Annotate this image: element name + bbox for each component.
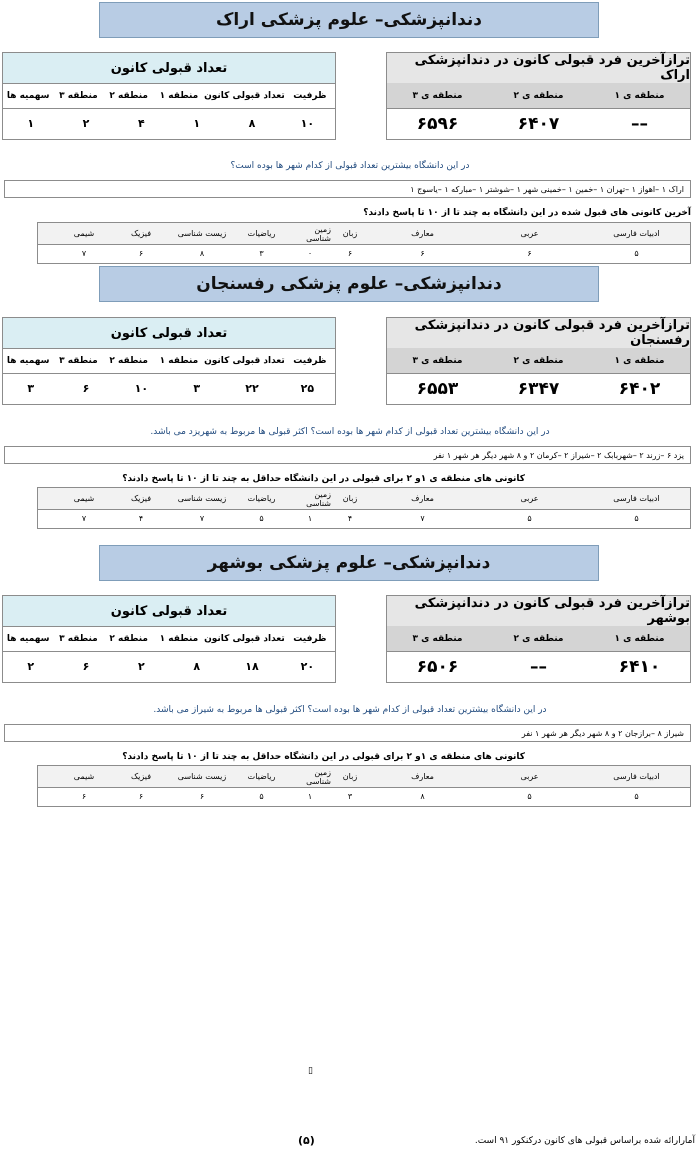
col-region-3: منطقه ۳ xyxy=(59,90,98,101)
admissions-count-header: تعداد قبولی کانون xyxy=(3,53,335,84)
score-col-region-1: منطقه ی ۱ xyxy=(614,633,665,644)
cities-list: اراک ۱ –اهواز ۱ –تهران ۱ –خمین ۱ –خمینی شهر ۱ –شوشتر ۱ –مبارکه ۱ –یاسوج ۱ xyxy=(4,180,691,198)
subject-biology: زیست شناسی xyxy=(177,494,227,503)
footer-note: آمارارائه شده براساس قبولی های کانون درکنکور ۹۱ است. xyxy=(474,1136,695,1146)
subject-persian: ادبیات فارسی xyxy=(613,772,660,781)
subject-question: آخرین کانونی های قبول شده در این دانشگاه به چند تا از ۱۰ تا پاسخ دادند؟ xyxy=(363,208,691,218)
subject-val-religion: ۸ xyxy=(420,792,425,801)
admissions-count-header: تعداد قبولی کانون xyxy=(3,318,335,349)
col-kanoon-admits: تعداد قبولی کانون xyxy=(204,633,285,644)
score-col-region-1: منطقه ی ۱ xyxy=(614,355,665,366)
col-region-1: منطقه ۱ xyxy=(159,355,199,366)
col-capacity: ظرفیت xyxy=(293,90,327,101)
val-region-3: ۲ xyxy=(82,117,90,130)
subject-religion: معارف xyxy=(411,772,434,781)
subject-question: کانونی های منطقه ی ۱و ۲ برای قبولی در این دانشگاه حداقل به چند تا از ۱۰ تا پاسخ دادند؟ xyxy=(122,474,525,484)
page-number: (۵) xyxy=(298,1134,315,1147)
subject-val-geology: ۱ xyxy=(307,792,313,801)
score-region-2: ۶۴۰۷ xyxy=(517,113,560,134)
col-quotas: سهمیه ها xyxy=(6,355,50,366)
val-region-2: ۱۰ xyxy=(134,382,149,395)
score-region-1: ۶۴۰۲ xyxy=(618,378,661,399)
last-score-header: ترازآخرین فرد قبولی کانون در دندانپزشکی بوشهر xyxy=(387,596,690,627)
subject-math: ریاضیات xyxy=(247,494,276,503)
val-region-2: ۲ xyxy=(138,660,145,673)
subject-scores-table-bushehr xyxy=(37,765,691,807)
last-score-table-arak xyxy=(386,52,691,140)
val-kanoon-admits: ۲۲ xyxy=(245,382,259,395)
score-col-region-2: منطقه ی ۲ xyxy=(513,355,564,366)
col-capacity: ظرفیت xyxy=(293,633,327,644)
cities-question: در این دانشگاه بیشترین تعداد قبولی از کدام شهر ها بوده است؟ xyxy=(230,161,470,171)
cities-list: شیراز ۸ –برازجان ۲ و ۸ شهر دیگر هر شهر ۱ نفر xyxy=(4,724,691,742)
val-region-3: ۶ xyxy=(82,660,90,673)
subject-geology: زمین شناسی xyxy=(306,489,331,508)
val-region-1: ۳ xyxy=(193,382,201,395)
subject-language: زبان xyxy=(342,494,358,503)
subject-physics: فیزیک xyxy=(130,494,152,503)
subject-arabic: عربی xyxy=(520,772,539,781)
subject-val-language: ۴ xyxy=(347,514,353,523)
val-region-2: ۴ xyxy=(138,117,145,130)
subject-val-chemistry: ۷ xyxy=(81,514,87,523)
subject-val-language: ۶ xyxy=(347,249,353,258)
cities-list: یزد ۶ –زرند ۲ –شهربابک ۲ –شیراز ۲ –کرمان ۲ و ۸ شهر دیگر هر شهر ۱ نفر xyxy=(4,446,691,464)
subject-chemistry: شیمی xyxy=(73,494,95,503)
last-score-table-rafsanjan xyxy=(386,317,691,405)
score-region-2: ۶۳۴۷ xyxy=(517,378,560,399)
subject-val-chemistry: ۶ xyxy=(81,792,87,801)
subject-val-persian: ۵ xyxy=(634,792,639,801)
score-col-region-2: منطقه ی ۲ xyxy=(513,90,564,101)
subject-chemistry: شیمی xyxy=(73,772,95,781)
val-capacity: ۱۰ xyxy=(300,117,315,130)
score-col-region-3: منطقه ی ۳ xyxy=(412,633,463,644)
subject-val-chemistry: ۷ xyxy=(81,249,87,258)
subject-math: ریاضیات xyxy=(247,772,276,781)
val-kanoon-admits: ۸ xyxy=(248,117,256,130)
cities-question: در این دانشگاه بیشترین تعداد قبولی از کدام شهر ها بوده است؟ اکثر قبولی ها مربوط به شیراز می باشد. xyxy=(153,705,547,715)
subject-val-language: ۳ xyxy=(347,792,353,801)
subject-val-math: ۵ xyxy=(259,514,264,523)
subject-arabic: عربی xyxy=(520,229,539,238)
subject-val-math: ۳ xyxy=(259,249,264,258)
subject-val-math: ۵ xyxy=(259,792,264,801)
subject-religion: معارف xyxy=(411,494,434,503)
subject-val-geology: ۱ xyxy=(307,514,313,523)
col-region-2: منطقه ۲ xyxy=(109,633,148,644)
subject-val-biology: ۷ xyxy=(199,514,205,523)
score-region-1: ۶۴۱۰ xyxy=(618,656,661,677)
col-quotas: سهمیه ها xyxy=(6,90,50,101)
subject-physics: فیزیک xyxy=(130,772,152,781)
last-score-table-bushehr xyxy=(386,595,691,683)
score-col-region-1: منطقه ی ۱ xyxy=(614,90,665,101)
last-score-header: ترازآخرین فرد قبولی کانون در دندانپزشکی رفسنجان xyxy=(387,318,690,349)
subject-val-arabic: ۵ xyxy=(527,792,532,801)
val-quotas: ۲ xyxy=(27,660,35,673)
col-region-2: منطقه ۲ xyxy=(109,355,148,366)
col-region-3: منطقه ۳ xyxy=(59,633,98,644)
col-kanoon-admits: تعداد قبولی کانون xyxy=(204,90,285,101)
val-region-3: ۶ xyxy=(82,382,90,395)
val-capacity: ۲۰ xyxy=(300,660,315,673)
subject-val-geology: ۰ xyxy=(307,249,313,258)
subject-persian: ادبیات فارسی xyxy=(613,229,660,238)
admissions-count-table-arak xyxy=(2,52,336,140)
subject-val-biology: ۶ xyxy=(199,792,205,801)
subject-val-physics: ۶ xyxy=(138,792,144,801)
val-quotas: ۱ xyxy=(27,117,35,130)
subject-persian: ادبیات فارسی xyxy=(613,494,660,503)
subject-math: ریاضیات xyxy=(247,229,276,238)
subject-arabic: عربی xyxy=(520,494,539,503)
score-region-3: ۶۵۹۶ xyxy=(416,113,459,134)
section-title-bushehr: دندانپزشکی– علوم پزشکی بوشهر xyxy=(99,545,599,581)
score-region-3: ۶۵۰۶ xyxy=(416,656,459,677)
subject-language: زبان xyxy=(342,229,358,238)
col-region-2: منطقه ۲ xyxy=(109,90,148,101)
score-region-1: –– xyxy=(631,113,648,134)
subject-physics: فیزیک xyxy=(130,229,152,238)
score-region-2: –– xyxy=(530,656,547,677)
subject-val-persian: ۵ xyxy=(634,514,639,523)
subject-val-biology: ۸ xyxy=(199,249,205,258)
score-col-region-2: منطقه ی ۲ xyxy=(513,633,564,644)
val-quotas: ۳ xyxy=(27,382,35,395)
subject-val-persian: ۵ xyxy=(634,249,639,258)
subject-biology: زیست شناسی xyxy=(177,772,227,781)
score-region-3: ۶۵۵۳ xyxy=(416,378,459,399)
subject-geology: زمین شناسی xyxy=(306,767,331,786)
subject-question: کانونی های منطقه ی ۱و ۲ برای قبولی در این دانشگاه حداقل به چند تا از ۱۰ تا پاسخ دادند؟ xyxy=(122,752,525,762)
score-col-region-3: منطقه ی ۳ xyxy=(412,355,463,366)
val-region-1: ۸ xyxy=(193,660,201,673)
subject-religion: معارف xyxy=(411,229,434,238)
subject-geology: زمین شناسی xyxy=(306,224,331,243)
subject-biology: زیست شناسی xyxy=(177,229,227,238)
section-title-arak: دندانپزشکی– علوم پزشکی اراک xyxy=(99,2,599,38)
score-col-region-3: منطقه ی ۳ xyxy=(412,90,463,101)
placeholder-glyph: ▯ xyxy=(308,1066,313,1076)
subject-val-arabic: ۶ xyxy=(527,249,532,258)
subject-val-physics: ۴ xyxy=(138,514,144,523)
subject-val-religion: ۷ xyxy=(420,514,425,523)
subject-val-physics: ۶ xyxy=(138,249,144,258)
col-region-3: منطقه ۳ xyxy=(59,355,98,366)
admissions-count-table-rafsanjan xyxy=(2,317,336,405)
col-kanoon-admits: تعداد قبولی کانون xyxy=(204,355,285,366)
val-kanoon-admits: ۱۸ xyxy=(245,660,259,673)
col-region-1: منطقه ۱ xyxy=(159,633,199,644)
cities-question: در این دانشگاه بیشترین تعداد قبولی از کدام شهر ها بوده است؟ اکثر قبولی ها مربوط به شهریزد می باشد. xyxy=(150,427,550,437)
subject-scores-table-rafsanjan xyxy=(37,487,691,529)
col-quotas: سهمیه ها xyxy=(6,633,50,644)
subject-val-arabic: ۵ xyxy=(527,514,532,523)
col-capacity: ظرفیت xyxy=(293,355,327,366)
admissions-count-header: تعداد قبولی کانون xyxy=(3,596,335,627)
val-region-1: ۱ xyxy=(193,117,201,130)
subject-scores-table-arak xyxy=(37,222,691,264)
subject-val-religion: ۶ xyxy=(420,249,425,258)
col-region-1: منطقه ۱ xyxy=(159,90,199,101)
val-capacity: ۲۵ xyxy=(300,382,315,395)
subject-chemistry: شیمی xyxy=(73,229,95,238)
section-title-rafsanjan: دندانپزشکی– علوم پزشکی رفسنجان xyxy=(99,266,599,302)
subject-language: زبان xyxy=(342,772,358,781)
admissions-count-table-bushehr xyxy=(2,595,336,683)
last-score-header: ترازآخرین فرد قبولی کانون در دندانپزشکی اراک xyxy=(387,53,690,84)
